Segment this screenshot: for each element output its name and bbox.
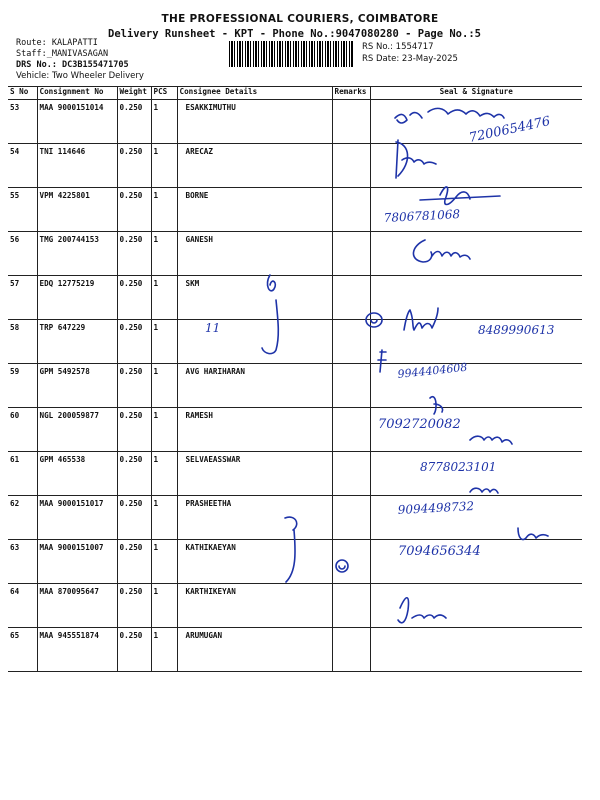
row-remarks xyxy=(332,364,370,408)
row-sno: 64 xyxy=(8,584,37,628)
runsheet-subtitle: Delivery Runsheet - KPT - Phone No.:9047080280 - Page No.:5 xyxy=(108,28,481,40)
row-consignment: TMG 200744153 xyxy=(37,232,117,276)
row-weight: 0.250 xyxy=(117,364,151,408)
row-pcs: 1 xyxy=(151,584,177,628)
row-consignee: ARUMUGAN xyxy=(177,628,332,672)
row-consignment: TNI 114646 xyxy=(37,144,117,188)
row-consignee: ESAKKIMUTHU xyxy=(177,100,332,144)
row-pcs: 1 xyxy=(151,100,177,144)
row-consignment: MAA 9000151014 xyxy=(37,100,117,144)
row-signature xyxy=(370,188,582,232)
rs-date: RS Date: 23-May-2025 xyxy=(362,54,458,64)
row-signature xyxy=(370,584,582,628)
row-consignment: MAA 9000151017 xyxy=(37,496,117,540)
row-signature xyxy=(370,496,582,540)
row-pcs: 1 xyxy=(151,364,177,408)
row-sno: 56 xyxy=(8,232,37,276)
row-weight: 0.250 xyxy=(117,540,151,584)
table-row xyxy=(8,540,582,584)
row-signature xyxy=(370,320,582,364)
row-consignee: KATHIKAEYAN xyxy=(177,540,332,584)
row-consignee: KARTHIKEYAN xyxy=(177,584,332,628)
row-signature xyxy=(370,100,582,144)
row-pcs: 1 xyxy=(151,144,177,188)
row-sno: 63 xyxy=(8,540,37,584)
row-consignment: GPM 5492578 xyxy=(37,364,117,408)
row-signature xyxy=(370,540,582,584)
row-sno: 53 xyxy=(8,100,37,144)
row-consignment: MAA 870095647 xyxy=(37,584,117,628)
table-row xyxy=(8,628,582,672)
col-header-sno: S No xyxy=(8,87,37,100)
row-consignee: ARECAZ xyxy=(177,144,332,188)
row-sno: 60 xyxy=(8,408,37,452)
row-remarks xyxy=(332,232,370,276)
row-pcs: 1 xyxy=(151,320,177,364)
runsheet-table xyxy=(8,86,582,672)
row-consignee: RAMESH xyxy=(177,408,332,452)
row-remarks xyxy=(332,496,370,540)
table-row xyxy=(8,320,582,364)
row-consignment: TRP 647229 xyxy=(37,320,117,364)
signature-phone-62: 9094498732 xyxy=(397,499,475,517)
row-consignee: SELVAEASSWAR xyxy=(177,452,332,496)
drs-number: DRS No.: DC3B155471705 xyxy=(16,60,129,70)
row-pcs: 1 xyxy=(151,496,177,540)
col-header-consignment: Consignment No xyxy=(37,87,117,100)
row-consignment: MAA 9000151007 xyxy=(37,540,117,584)
signature-phone-58: 8489990613 xyxy=(478,323,555,337)
row-weight: 0.250 xyxy=(117,496,151,540)
row-sno: 54 xyxy=(8,144,37,188)
table-row xyxy=(8,584,582,628)
row-signature xyxy=(370,276,582,320)
row-weight: 0.250 xyxy=(117,628,151,672)
row-consignee: SKM xyxy=(177,276,332,320)
row-signature xyxy=(370,628,582,672)
table-row xyxy=(8,188,582,232)
col-header-remarks: Remarks xyxy=(332,87,370,100)
row-remarks xyxy=(332,100,370,144)
row-sno: 61 xyxy=(8,452,37,496)
row-weight: 0.250 xyxy=(117,584,151,628)
row-sno: 55 xyxy=(8,188,37,232)
row-remarks xyxy=(332,628,370,672)
rs-number: RS No.: 1554717 xyxy=(362,42,434,52)
signature-phone-55: 7806781068 xyxy=(383,207,461,225)
row-weight: 0.250 xyxy=(117,188,151,232)
row-weight: 0.250 xyxy=(117,144,151,188)
barcode xyxy=(229,41,354,67)
row-weight: 0.250 xyxy=(117,408,151,452)
table-row xyxy=(8,496,582,540)
col-header-signature: Seal & Signature xyxy=(370,87,582,100)
staff-label: Staff:_MANIVASAGAN xyxy=(16,49,109,59)
row-consignee: BORNE xyxy=(177,188,332,232)
row-signature xyxy=(370,408,582,452)
table-row xyxy=(8,276,582,320)
table-row xyxy=(8,452,582,496)
row-consignment: NGL 200059877 xyxy=(37,408,117,452)
row-pcs: 1 xyxy=(151,628,177,672)
row-pcs: 1 xyxy=(151,452,177,496)
table-row xyxy=(8,100,582,144)
row-pcs: 1 xyxy=(151,408,177,452)
row-consignee: AVG HARIHARAN xyxy=(177,364,332,408)
row-signature xyxy=(370,144,582,188)
row-sno: 65 xyxy=(8,628,37,672)
row-weight: 0.250 xyxy=(117,320,151,364)
row-weight: 0.250 xyxy=(117,100,151,144)
row-remarks xyxy=(332,452,370,496)
row-signature xyxy=(370,452,582,496)
table-header-row xyxy=(8,87,582,100)
vehicle-label: Vehicle: Two Wheeler Delivery xyxy=(16,71,144,81)
row-consignee: PRASHEETHA xyxy=(177,496,332,540)
row-consignee xyxy=(177,320,332,364)
row-consignment: VPM 4225801 xyxy=(37,188,117,232)
signature-phone-60: 7092720082 xyxy=(378,417,461,432)
signature-phone-63: 7094656344 xyxy=(398,544,481,559)
table-row xyxy=(8,144,582,188)
row-remarks xyxy=(332,276,370,320)
remark-text-58: 11 xyxy=(205,321,221,335)
row-sno: 62 xyxy=(8,496,37,540)
row-consignment: GPM 465538 xyxy=(37,452,117,496)
row-remarks xyxy=(332,320,370,364)
col-header-pcs: PCS xyxy=(151,87,177,100)
row-consignment: MAA 945551874 xyxy=(37,628,117,672)
row-remarks xyxy=(332,584,370,628)
row-sno: 58 xyxy=(8,320,37,364)
table-row xyxy=(8,232,582,276)
col-header-consignee: Consignee Details xyxy=(177,87,332,100)
row-pcs: 1 xyxy=(151,276,177,320)
row-remarks xyxy=(332,408,370,452)
table-row xyxy=(8,408,582,452)
row-pcs: 1 xyxy=(151,188,177,232)
signature-phone-61: 8778023101 xyxy=(420,460,497,474)
row-sno: 59 xyxy=(8,364,37,408)
row-remarks xyxy=(332,144,370,188)
company-title: THE PROFESSIONAL COURIERS, COIMBATORE xyxy=(161,13,439,25)
route-label: Route: KALAPATTI xyxy=(16,38,98,48)
signature-phone-53: 7200654476 xyxy=(467,114,552,146)
table-row xyxy=(8,364,582,408)
row-pcs: 1 xyxy=(151,232,177,276)
row-sno: 57 xyxy=(8,276,37,320)
row-consignee: GANESH xyxy=(177,232,332,276)
row-remarks xyxy=(332,188,370,232)
signature-phone-59: 9944404608 xyxy=(396,360,468,381)
row-remarks xyxy=(332,540,370,584)
row-signature xyxy=(370,364,582,408)
row-signature xyxy=(370,232,582,276)
row-pcs: 1 xyxy=(151,540,177,584)
row-weight: 0.250 xyxy=(117,452,151,496)
row-weight: 0.250 xyxy=(117,232,151,276)
row-consignment: EDQ 12775219 xyxy=(37,276,117,320)
row-weight: 0.250 xyxy=(117,276,151,320)
col-header-weight: Weight xyxy=(117,87,151,100)
